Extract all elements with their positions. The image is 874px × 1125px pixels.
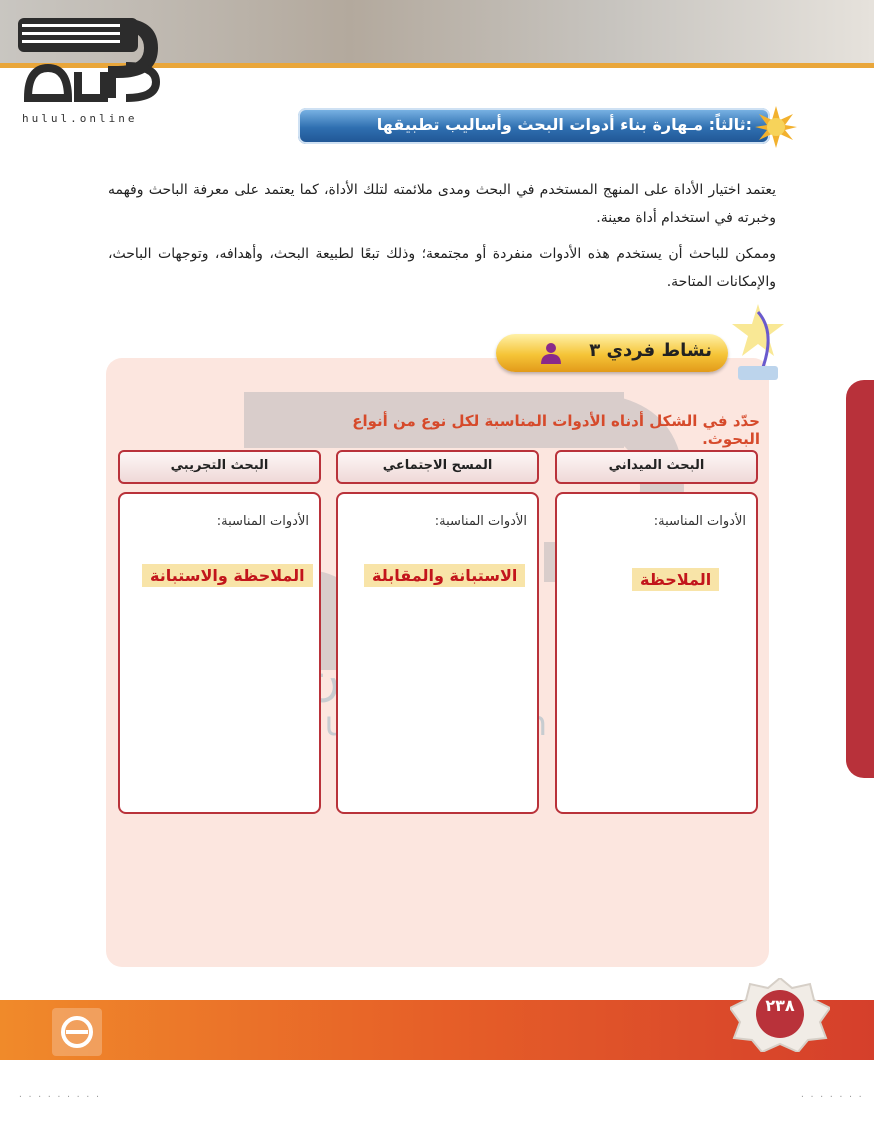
person-icon (540, 342, 562, 364)
section-title-bar (298, 108, 770, 144)
page-number-badge (730, 978, 830, 1052)
header-social-survey-label: المسح الاجتماعي (382, 458, 493, 473)
tools-label: الأدوات المناسبة: (216, 514, 309, 529)
header-field-research (555, 450, 758, 484)
quill-pen-icon (728, 302, 788, 386)
paragraph-2: وممكن للباحث أن يستخدم هذه الأدوات منفردة أو مجتمعة؛ وذلك تبعًا لطبيعة البحث، وأهدافه، وتوجهات الباحث، والإمكانات المتاحة. (108, 246, 776, 290)
chapter-side-tab (846, 380, 874, 778)
answer-box-survey (336, 492, 539, 814)
book-logo-icon (52, 1008, 102, 1056)
answer-box-field (555, 492, 758, 814)
sun-burst-icon (755, 106, 797, 148)
section-title: ثالثاً: مـهارة بناء أدوات البحث وأساليب تطبيقها: (376, 115, 752, 134)
activity-title-pill (496, 334, 728, 372)
footer-left: · · · · · · · · · (18, 1092, 100, 1101)
hulul-logo (8, 6, 176, 126)
page-number: ٢٣٨ (765, 996, 795, 1015)
header-social-survey (336, 450, 539, 484)
answer-social-survey: الاستبانة والمقابلة (364, 564, 525, 587)
answer-box-experimental (118, 492, 321, 814)
answer-experimental-research: الملاحظة والاستبانة (142, 564, 313, 587)
answer-field-research: الملاحظة (632, 568, 719, 591)
activity-title: نشاط فردي ٣ (589, 340, 712, 361)
header-field-research-label: البحث الميداني (608, 458, 705, 473)
footer-right: · · · · · · · (800, 1092, 863, 1101)
logo-subtitle: hulul.online (22, 112, 138, 125)
header-experimental-research-label: البحث التجريبي (170, 458, 269, 473)
paragraph-1: يعتمد اختيار الأداة على المنهج المستخدم في البحث ومدى ملائمته لتلك الأداة، كما يعتمد على معرفة الباحث وفهمه وخبرته في استخدام أداة معينة. (108, 182, 776, 226)
tools-label: الأدوات المناسبة: (653, 514, 746, 529)
activity-instruction: حدّد في الشكل أدناه الأدوات المناسبة لكل نوع من أنواع البحوث. (352, 412, 760, 448)
tools-label: الأدوات المناسبة: (434, 514, 527, 529)
header-experimental-research (118, 450, 321, 484)
